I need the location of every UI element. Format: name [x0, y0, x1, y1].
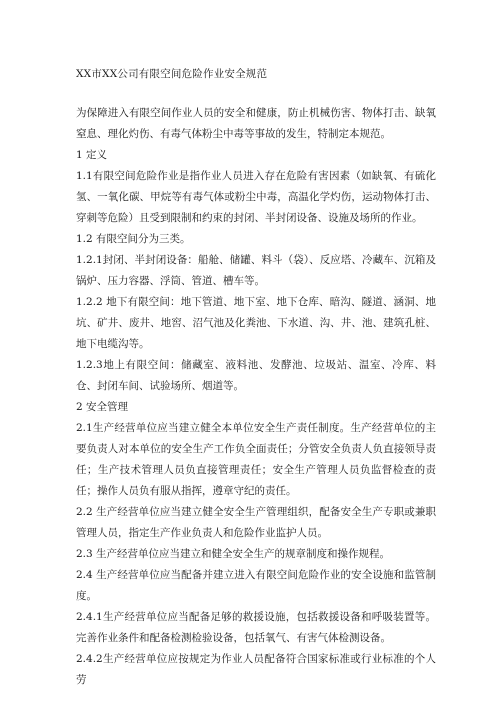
section-heading-2: 2 安全管理 — [76, 401, 129, 413]
intro-paragraph: 为保障进入有限空间作业人员的安全和健康，防止机械伤害、物体打击、缺氧窒息、理化灼伤、有毒气体粉尘中毒等事故的发生，特制定本规范。 — [76, 107, 436, 140]
clause-2-3: 2.3 生产经营单位应当建立和健全安全生产的规章制度和操作规程。 — [76, 548, 391, 560]
clause-1-1: 1.1有限空间危险作业是指作业人员进入存在危险有害因素（如缺氧、有硫化氢、一氧化碳、甲烷等有毒气体或粉尘中毒，高温化学灼伤，运动物体打击、穿刺等危险）且受到限制和约束的封闭、半封闭设备、设施及场所的作业。 — [76, 170, 436, 224]
clause-1-2: 1.2 有限空间分为三类。 — [76, 233, 191, 245]
document-title: XX市XX公司有限空间危险作业安全规范 — [76, 68, 268, 80]
clause-1-2-1: 1.2.1封闭、半封闭设备：船舱、储罐、料斗（袋）、反应塔、冷藏车、沉箱及锅炉、压力容器、浮筒、管道、槽车等。 — [76, 254, 436, 287]
clause-2-2: 2.2 生产经营单位应当建立健全安全生产管理组织，配备安全生产专职或兼职管理人员，指定生产作业负责人和危险作业监护人员。 — [76, 506, 436, 539]
clause-2-1: 2.1生产经营单位应当建立健全本单位安全生产责任制度。生产经营单位的主要负责人对本单位的安全生产工作负全面责任；分管安全负责人负直接领导责任；生产技术管理人员负直接管理责任；安全生产管理人员负监督检查的责任；操作人员负有服从指挥，遵章守纪的责任。 — [76, 422, 436, 497]
clause-1-2-3: 1.2.3地上有限空间：储藏室、液料池、发酵池、垃圾站、温室、冷库、料仓、封闭车间、试验场所、烟道等。 — [76, 359, 436, 392]
clause-1-2-2: 1.2.2 地下有限空间：地下管道、地下室、地下仓库、暗沟、隧道、涵洞、地坑、矿井、废井、地窖、沼气池及化粪池、下水道、沟、井、池、建筑孔桩、地下电缆沟等。 — [76, 296, 436, 350]
clause-2-4-1: 2.4.1生产经营单位应当配备足够的救援设施，包括救援设备和呼吸装置等。完善作业条件和配备检测检验设备，包括氧气、有害气体检测设备。 — [76, 611, 436, 644]
clause-2-4: 2.4 生产经营单位应当配备并建立进入有限空间危险作业的安全设施和监管制度。 — [76, 569, 436, 602]
clause-2-4-2: 2.4.2生产经营单位应按规定为作业人员配备符合国家标准或行业标准的个人劳 — [76, 653, 436, 686]
section-heading-1: 1 定义 — [76, 149, 108, 161]
document-body — [76, 103, 436, 691]
